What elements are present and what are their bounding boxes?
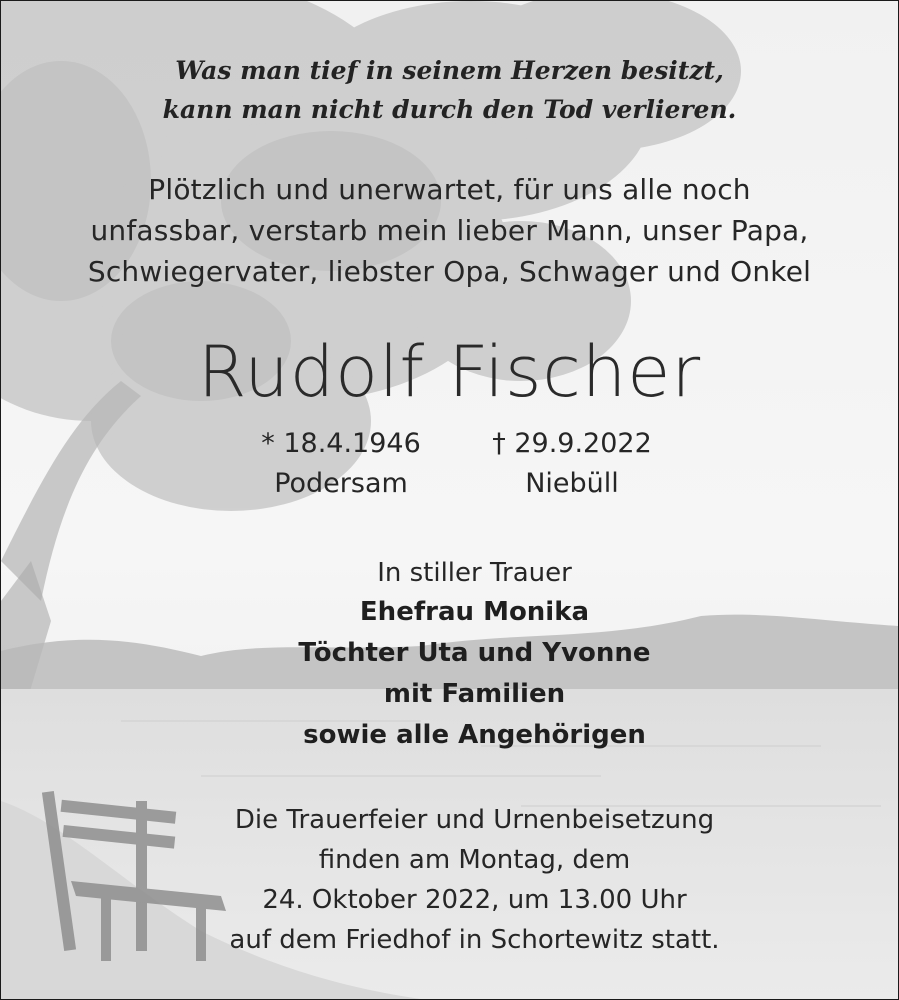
funeral-line-1: Die Trauerfeier und Urnenbeisetzung [234,805,715,835]
mourners-heading: In stiller Trauer [377,558,572,588]
funeral-line-3: 24. Oktober 2022, um 13.00 Uhr [262,885,687,915]
deceased-name: Rudolf Fischer [197,331,702,413]
funeral-line-2: finden am Montag, dem [318,845,631,875]
intro-line-2: unfassbar, verstarb mein lieber Mann, unser Papa, [90,214,809,247]
intro-line-1: Plötzlich und unerwartet, für uns alle noch [148,173,751,206]
birth-date: * 18.4.1946 [261,428,421,459]
intro-line-3: Schwiegervater, liebster Opa, Schwager und Onkel [87,255,812,288]
death-place: Niebüll [525,468,619,499]
mourner-line: mit Familien [383,679,566,709]
birth-place: Podersam [274,468,408,499]
mourner-line: sowie alle Angehörigen [303,720,646,750]
mourner-line: Ehefrau Monika [359,597,590,627]
mourner-line: Töchter Uta und Yvonne [298,638,651,668]
death-date: † 29.9.2022 [492,428,652,459]
funeral-line-4: auf dem Friedhof in Schortewitz statt. [229,925,720,955]
notice-text [1,1,898,999]
motto-line-2: kann man nicht durch den Tod verlieren. [162,95,737,124]
motto-line-1: Was man tief in seinem Herzen besitzt, [175,56,724,85]
